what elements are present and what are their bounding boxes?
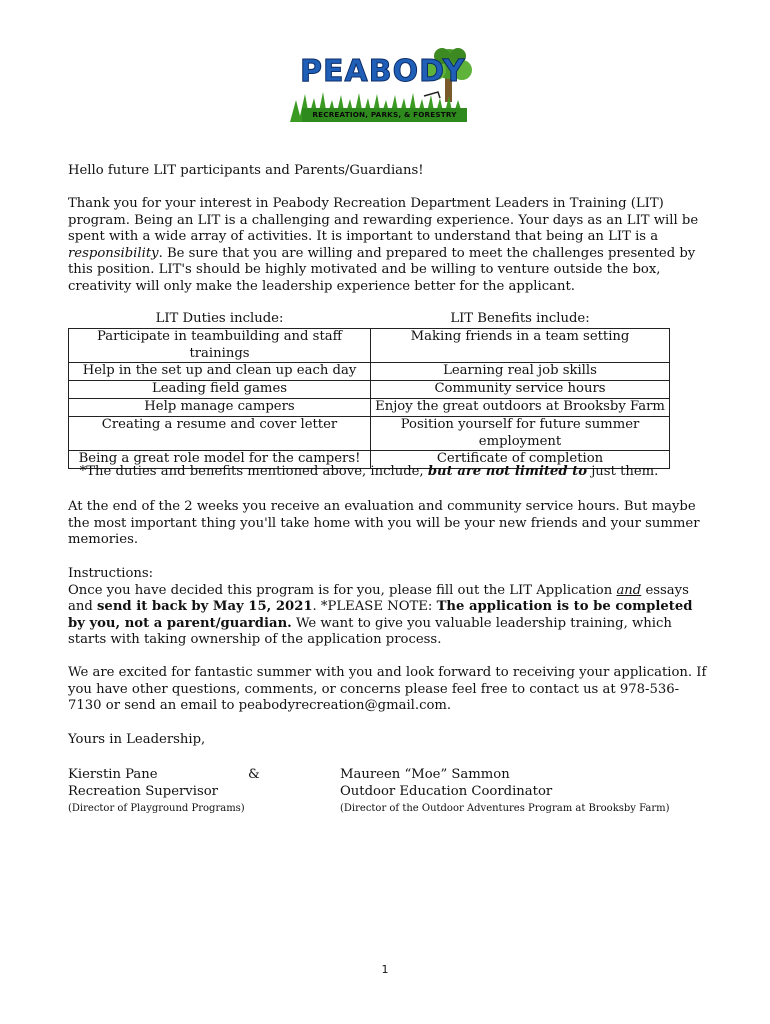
table-row [69,363,670,381]
closing-line: Yours in Leadership, [68,732,206,747]
signer-title: Outdoor Education Coordinator [340,784,553,799]
contact-paragraph: We are excited for fantastic summer with you and look forward to receiving your application. If you have other questions, comments, or concerns please feel free to contact us at 978-536-7130 or send an email to peabodyrecreation@gmail.com. [68,665,707,714]
signature-ampersand: & [248,767,260,782]
duty-cell: Help in the set up and clean up each day [69,363,371,381]
table-footnote [68,464,670,481]
table-row [69,398,670,416]
instructions-and: and [616,582,642,598]
signature-right [340,766,700,817]
signer-name: Maureen “Moe” Sammon [340,767,510,782]
evaluation-paragraph: At the end of the 2 weeks you receive an evaluation and community service hours. But maybe the most important thing you'll take home with you will be your new friends and your summer memories. [68,499,700,548]
intro-text-end: . Be sure that you are willing and prepared to meet the challenges presented by this position. LIT's should be highly motivated and be willing to venture outside the box, creativity will only make the leadership experience better for the applicant. [68,245,696,294]
signer-role: (Director of the Outdoor Adventures Program at Brooksby Farm) [340,803,670,814]
duty-cell: Creating a resume and cover letter [69,416,371,451]
table-row [69,416,670,451]
benefit-cell: Making friends in a team setting [371,328,670,363]
instructions-text-3: . *PLEASE NOTE: [312,599,437,615]
signer-title: Recreation Supervisor [68,784,218,799]
peabody-logo [290,46,480,128]
intro-text: Thank you for your interest in Peabody Recreation Department Leaders in Training (LIT) program. Being an LIT is a challenging and rewarding experience. Your days as an LIT will be spent with a wide array of activities. It is important to understand that being an LIT is a [68,196,699,245]
table-row [69,381,670,399]
instructions-paragraph [68,566,708,649]
application-note: The application is to be completed by you, not a parent/guardian. [68,599,693,631]
benefit-cell: Community service hours [371,381,670,399]
page-number: 1 [381,963,389,976]
duty-cell: Help manage campers [69,398,371,416]
footnote-text-end: just them. [587,464,659,479]
duty-cell: Leading field games [69,381,371,399]
benefit-cell: Position yourself for future summer employment [371,416,670,451]
greeting: Hello future LIT participants and Parents/Guardians! [68,163,424,178]
table-row [69,328,670,363]
table-header-row [69,311,670,328]
duty-cell: Participate in teambuilding and staff trainings [69,328,371,363]
logo-wordmark: PEABODY [300,54,466,89]
logo-banner: RECREATION, PARKS, & FORESTRY [302,108,467,122]
duty-cell: Being a great role model for the campers! [69,451,371,469]
instructions-heading: Instructions: [68,566,154,581]
benefit-cell: Learning real job skills [371,363,670,381]
signer-name: Kierstin Pane [68,767,158,782]
footnote-text: *The duties and benefits mentioned above, include, [79,464,428,479]
benefit-cell: Enjoy the great outdoors at Brooksby Farm [371,398,670,416]
benefits-header: LIT Benefits include: [450,311,590,326]
duties-benefits-table [68,311,670,469]
intro-paragraph [68,196,708,296]
instructions-text-2: essays and [68,582,689,615]
deadline-text: send it back by May 15, 2021 [97,599,313,615]
instructions-text: Once you have decided this program is for you, please fill out the LIT Application [68,582,617,598]
instructions-text-4: We want to give you valuable leadership training, which starts with taking ownership of the application process. [68,615,672,648]
signature-left [68,766,268,817]
intro-emphasis: responsibility [68,245,159,261]
benefit-cell: Certificate of completion [371,451,670,469]
signer-role: (Director of Playground Programs) [68,803,245,814]
footnote-emphasis: but are not limited to [427,464,588,479]
duties-header: LIT Duties include: [155,311,284,326]
